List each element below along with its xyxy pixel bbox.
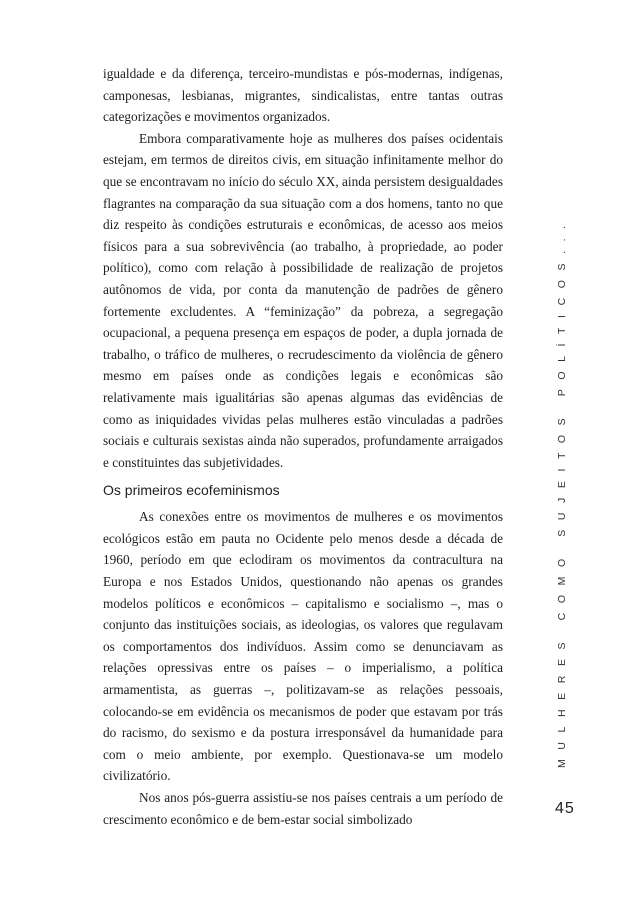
body-text	[103, 63, 503, 830]
running-head: MULHERES COMO SUJEITOS POLÍTICOS...	[556, 216, 568, 768]
paragraph: Nos anos pós-guerra assistiu-se nos países centrais a um período de crescimento econômico e de bem-estar social simbolizado	[103, 790, 503, 827]
paragraph: As conexões entre os movimentos de mulheres e os movimentos ecológicos estão em pauta no Ocidente pelo menos desde a década de 1960, período em que eclodiram os movimentos da contracultura na Europa e nos Estados Unidos, questionando não apenas os grandes modelos políticos e econômicos – capitalismo e socialismo –, mas o conjunto das instituições sociais, as ideologias, os valores que regulavam os comportamentos dos indivíduos. Assim como se denunciavam as relações opressivas entre os países – o imperialismo, a política armamentista, as guerras –, politizavam-se as relações pessoais, colocando-se em evidência os mecanismos de poder que estavam por trás do racismo, do sexismo e da postura irresponsável da humanidade para com o meio ambiente, por exemplo. Questionava-se um modelo civilizatório.	[103, 509, 503, 784]
section-heading: Os primeiros ecofeminismos	[103, 482, 280, 499]
paragraph: igualdade e da diferença, terceiro-mundistas e pós-modernas, indígenas, camponesas, lesbianas, migrantes, sindicalistas, entre tantas outras categorizações e movimentos organizados.	[103, 66, 503, 125]
page-number: 45	[555, 800, 575, 817]
paragraph: Embora comparativamente hoje as mulheres dos países ocidentais estejam, em termos de direitos civis, em situação infinitamente melhor do que se encontravam no início do século XX, ainda persistem desigualdades flagrantes na comparação da sua situação com a dos homens, tanto no que diz respeito às condições estruturais e econômicas, de acesso aos meios físicos para a sua sobrevivência (ao trabalho, à propriedade, ao poder político), como com relação à possibilidade de realização de projetos autônomos de vida, por conta da manutenção de padrões de gênero fortemente excludentes. A “feminização” da pobreza, a segregação ocupacional, a pequena presença em espaços de poder, a dupla jornada de trabalho, o tráfico de mulheres, o recrudescimento da violência de gênero mesmo em países onde as condições legais e econômicas são relativamente mais igualitárias são apenas algumas das evidências de como as iniquidades vividas pelas mulheres estão vinculadas a padrões sociais e culturais sexistas ainda não superados, profundamente arraigados e constituintes das subjetividades.	[103, 130, 503, 470]
